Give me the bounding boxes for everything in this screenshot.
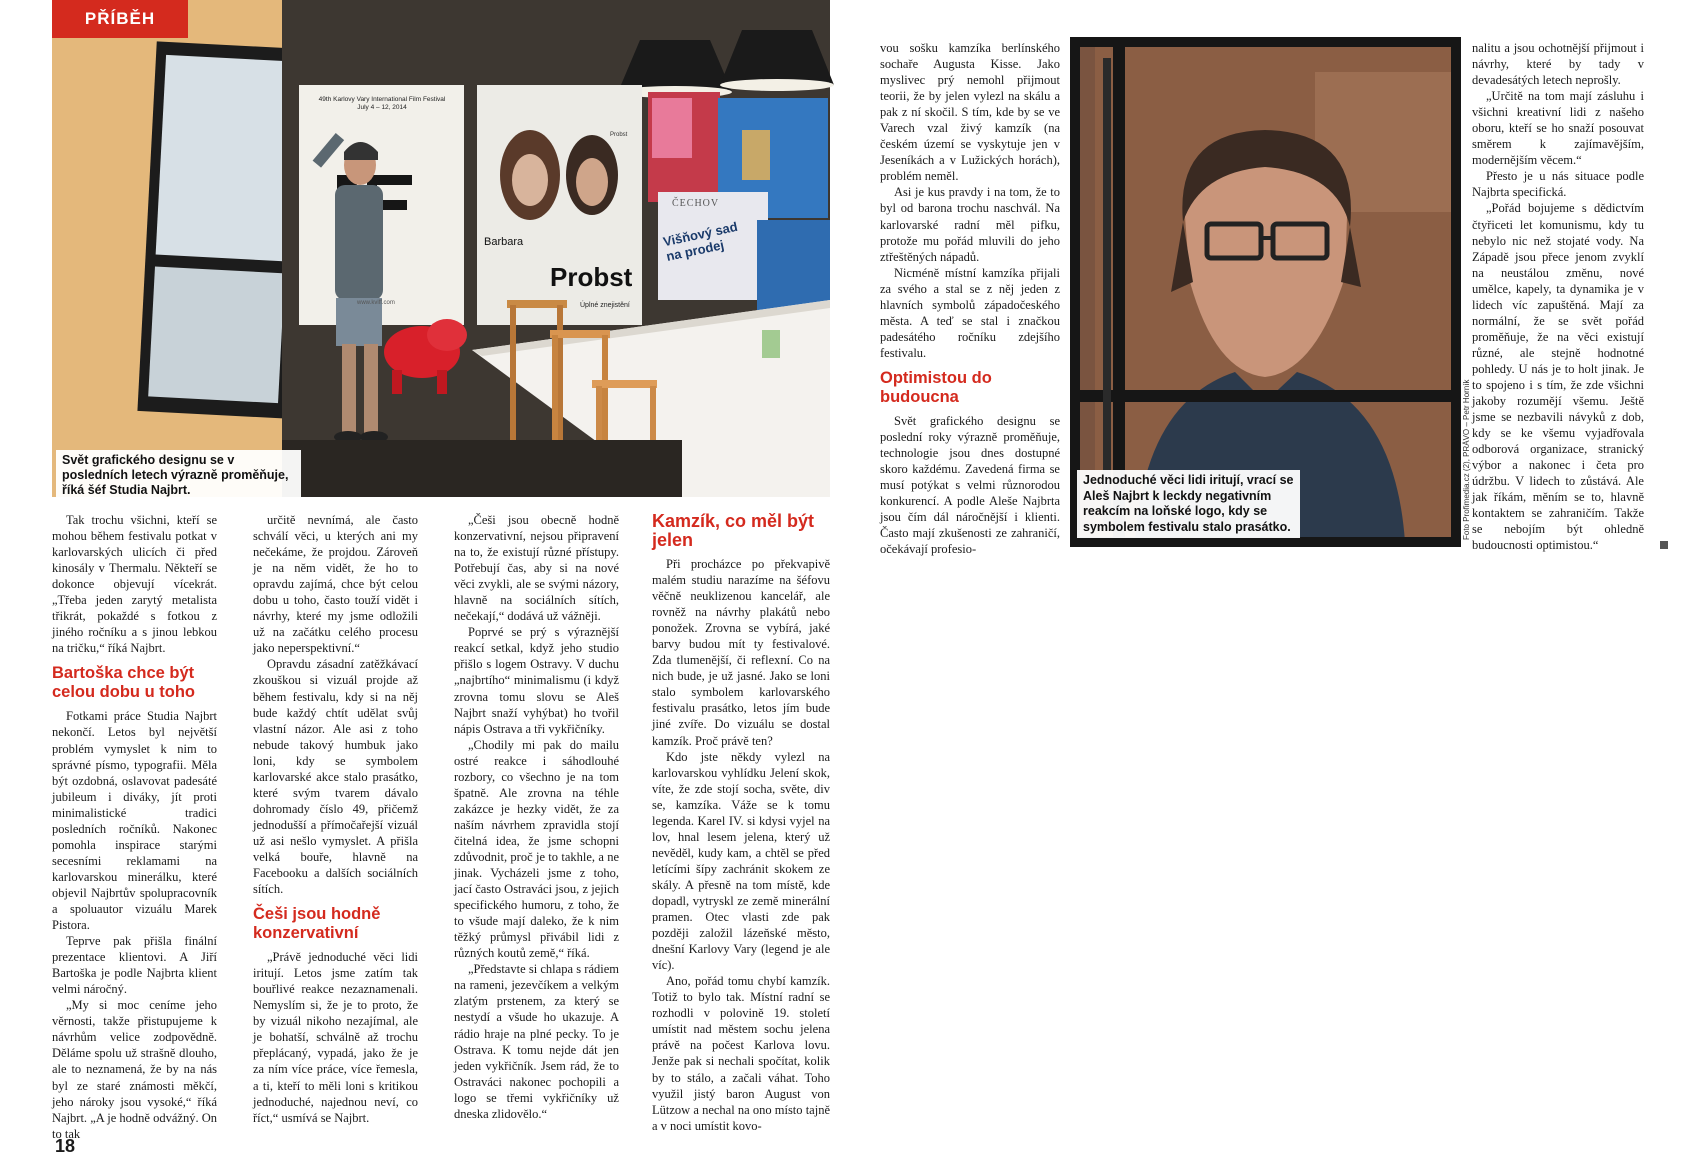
portrait-illustration [1075, 42, 1456, 542]
section-label: PŘÍBĚH [52, 0, 188, 38]
paragraph: určitě nevnímá, ale často schválí věci, u kterých ani my nečekáme, že projdou. Zároveň je na něm vidět, že ho to opravdu zajímá, chce být celou dobu u toho, často touží vidět i návrhy, které my jsme odložili už na začátku celého procesu jako neperspektivní.“ [253, 513, 418, 656]
studio-photo [52, 0, 830, 497]
paragraph: Fotkami práce Studia Najbrt nekončí. Letos byl největší problém vymyslet k nim to správné písmo, typografii. Měla být ozdobná, oslavovat padesáté jubileum i diváky, jít proti minimalistické tradici posledních ročníků. Nakonec pomohla inspirace starými secesními reklamami na karlovarskou minerálku, které objevil Najbrtův spolupracovník a spoluautor vizuálu Marek Pistora. [52, 709, 217, 933]
paragraph: Ano, pořád tomu chybí kamzík. Totiž to bylo tak. Místní radní se rozhodli v polovině 19. století umístit nad městem sochu jelena právě na počest Karlova lovu. Jenže pak si nechali spočítat, kolik by to stálo, a začali váhat. Toho využil jistý baron August von Lützow a nechal na ono místo tajně a v noci umístit kovo- [652, 974, 830, 1133]
paragraph: „My si moc ceníme jeho věrnosti, takže přistupujeme k návrhům velice zodpovědně. Děláme spolu už strašně dlouho, ale to neznamená, že by na nás byl ze staré známosti měkčí, jeho nároky jsou vysoké,“ říká Najbrt. „A je hodně odvážný. On to tak [52, 998, 217, 1141]
paragraph: Nicméně místní kamzíka přijali za svého a stal se z něj jeden z hlavních symbolů západočeského města. A teď se stal i značkou padesátého ročníku zdejšího festivalu. [880, 265, 1060, 360]
article-column-1 [52, 512, 217, 1141]
paragraph: „Chodily mi pak do mailu ostré reakce i sáhodlouhé rozbory, co všechno je na tom špatně. Ale zrovna na téhle zakázce je hezky vidět, že za naším návrhem zpravidla stojí čitelná idea, že jsme schopni zdůvodnit, proč je to takhle, a ne jinak. Vycházeli jsme z toho, jací často Ostraváci jsou, z jejich specifického humoru, z toho, že to všude mají daleko, že k nim těžký průmysl přivábil lidi z různých koutů země,“ říká. [454, 737, 619, 961]
probst-poster-last-name: Probst [550, 262, 633, 292]
photo-credit: Foto Profimedia.cz (2), PRÁVO – Petr Horník [1462, 379, 1471, 540]
festival-poster-dates: July 4 – 12, 2014 [357, 104, 407, 111]
probst-poster-subtitle: Úplné znejistění [580, 302, 630, 309]
paragraph: Tak trochu všichni, kteří se mohou během festivalu potkat v karlovarských ulicích či před kinosály v Thermalu. Někteří se dokonce objevují vícekrát. „Třeba jeden zarytý metalista třikrát, pokaždé s fotkou z jiného ročníku a s jinou lebkou na tričku,“ říká Najbrt. [52, 513, 217, 656]
article-column-3 [454, 512, 619, 1132]
paragraph: Poprvé se prý s výraznější reakcí setkal, když jeho studio přišlo s logem Ostravy. V duchu „najbrtího“ minimalismu (i když zrovna tomu slovu se Aleš Najbrt snaží vyhýbat) ho tvořil nápis Ostrava a tři vykřičníky. [454, 625, 619, 736]
paragraph: „Pořád bojujeme s dědictvím čtyřiceti let komunismu, kdy tu nebylo nic než stojaté vody. Na Západě jsou přece jenom zvyklí na neustálou změnu, nové umělce, kapely, ta dynamika je v lidech víc zapuštěná. Mají za normální, že se svět pořád proměňuje, že na věci existují různé, ale stejně hodnotné pohledy. U nás je to holt jinak. Je to spojeno i s tím, že zde všichni jakoby rozumějí všemu. Ještě jsme se nezbavili návyků z dob, kdy se ke všemu vyjadřovala odborová organizace, stranický výbor a nakonec i četa pro údržbu. V lidech to zůstává. Ale jak říkám, měním se to, hlavně kontaktem se zahraničím. Takže se nebojím být ohledně budoucnosti optimistou.“ [1472, 201, 1644, 553]
paragraph: Asi je kus pravdy i na tom, že to byl od barona trochu naschvál. Na karlovarské radní měl pifku, protože mu pořád mluvili do jeho ztřeštěných nápadů. [880, 185, 1060, 264]
article-column-2 [253, 512, 418, 1132]
article-column-6 [1472, 40, 1644, 553]
chekhov-poster-play: Višňový sad na prodej [661, 218, 739, 264]
paragraph: nalitu a jsou ochotnější přijmout i návrhy, které by tady v devadesátých letech neprošly. [1472, 41, 1644, 88]
paragraph: Při procházce po překvapivě malém studiu narazíme na šéfovu věčně neuklizenou kancelář, ale rovněž na návrhy plakátů nebo ponožek. Zrovna se vybírá, jaké barvy budou mít ty festivalové. Zda tlumenější, či reflexní. Co na nich bude, je už jasné. Jako se loni stalo symbolem karlovarského festivalu prasátko, letos jím bude jiné zvíře. Do vizuálu se dostal kamzík. Proč právě ten? [652, 557, 830, 748]
paragraph: Teprve pak přišla finální prezentace klientovi. A Jiří Bartoška je podle Najbrta klient velmi náročný. [52, 934, 217, 997]
probst-poster-first-name: Barbara [484, 236, 524, 248]
festival-poster [302, 96, 462, 112]
article-column-4 [652, 512, 830, 1132]
subheading-optimistou: Optimistou do budoucna [880, 368, 992, 406]
subheading-bartoska: Bartoška chce být celou dobu u toho [52, 664, 195, 702]
page-number: 18 [55, 1136, 76, 1156]
paragraph: „Určitě na tom mají zásluhu i všichni kreativní lidi z našeho oboru, kteří se ho snaží posouvat směrem k zajímavějším, modernějším věcem.“ [1472, 89, 1644, 168]
festival-poster-url: www.kviff.com [357, 300, 395, 306]
right-page [850, 0, 1700, 1170]
paragraph: Opravdu zásadní zatěžkávací zkouškou si vizuál projde až během festivalu, kdy si na něj bude každý chtít udělat svůj vlastní názor. Ale asi z toho nebude takový humbuk jako loni, kdy se symbolem karlovarské akce stalo prasátko, které svým tvarem dávalo dohromady číslo 49, přičemž jednodušší a přímočařejší vizuál už asi nešlo vymyslet. A přišla velká bouře, hlavně na Facebooku a dalších sociálních sítích. [253, 657, 418, 897]
paragraph: Kdo jste někdy vylezl na karlovarskou vyhlídku Jelení skok, víte, že zde stojí socha, světe, div se, kamzíka. Váže se k tomu legenda. Karel IV. si kdysi vyjel na lov, hnal lesem jelena, který už nevěděl, kudy kam, a chtěl se před letícími šípy zachránit skokem ze skály. A přesně na tom místě, kde dopadl, vytryskl ze země minerální pramen. Otec vlasti zde pak později založil lázeňské město, dnešní Karlovy Vary (legend je ale víc). [652, 749, 830, 973]
paragraph: vou sošku kamzíka berlínského sochaře Augusta Kisse. Jako myslivec prý nemohl přijmout teorii, že by jelen vylezl na skálu a pak z ní skočil. S tím, kde by se ve Varech vzal živý kamzík (na českém území se vyskytuje jen v Jeseníkách a v Lužických horách), problém neměl. [880, 41, 1060, 184]
chekhov-poster-title: ČECHOV [672, 198, 720, 209]
left-photo-caption: Svět grafického designu se v posledních letech výrazně proměňuje, říká šéf Studia Najbrt. [56, 450, 301, 501]
right-photo-caption: Jednoduché věci lidi iritují, vrací se Aleš Najbrt k leckdy negativním reakcím na loňské logo, kdy se symbolem festivalu stalo prasátko. [1077, 470, 1300, 538]
subheading-cesi: Češi jsou hodně konzervativní [253, 905, 381, 943]
portrait-photo [1075, 42, 1456, 542]
festival-poster-heading: 49th Karlovy Vary International Film Festival [318, 96, 446, 103]
end-of-article-mark [1660, 541, 1668, 549]
probst-poster-tag: Probst [610, 132, 628, 138]
article-column-5 [880, 40, 1060, 557]
paragraph: „Češi jsou obecně hodně konzervativní, nejsou připravení na to, že existují různé přístupy. Potřebují čas, aby si na nové věci zvykli, ale se svými názory, hlavně na sociálních sítích, nečekají,“ dodává už vážněji. [454, 513, 619, 624]
paragraph: „Představte si chlapa s rádiem na rameni, jezevčíkem a velkým zlatým prstenem, za který se nestydí a všude ho ukazuje. A rádio hraje na plné pecky. To je Ostrava. K tomu nejde dát jen jeden vykřičník. Jsem rád, že to Ostraváci nakonec pochopili a logo se třemi vykřičníky už dneska zlidovělo.“ [454, 962, 619, 1121]
paragraph: Svět grafického designu se poslední roky výrazně proměňuje, technologie jsou dnes dostupné skoro každému. Zavedená firma se musí potýkat s velmi různorodou konkurencí. A podle Aleše Najbrta jsou čím dál náročnější i klienti. Často mají zkušenosti ze zahraničí, očekávají profesio- [880, 413, 1060, 557]
subheading-kamzik: Kamzík, co měl být jelen [652, 511, 815, 550]
paragraph: „Právě jednoduché věci lidi iritují. Letos jsme zatím tak bouřlivé reakce nezaznamenali. Nemyslím si, že je to proto, že by vizuál nikoho nezajímal, ale je bohatší, schválně až trochu přeplácaný, vypadá, jako že je za ním více práce, více řemesla, a ti, kteří to měli loni s kritikou jednoduché, najednou neví, co říct,“ usmívá se Najbrt. [253, 950, 418, 1125]
paragraph: Přesto je u nás situace podle Najbrta specifická. [1472, 169, 1644, 200]
